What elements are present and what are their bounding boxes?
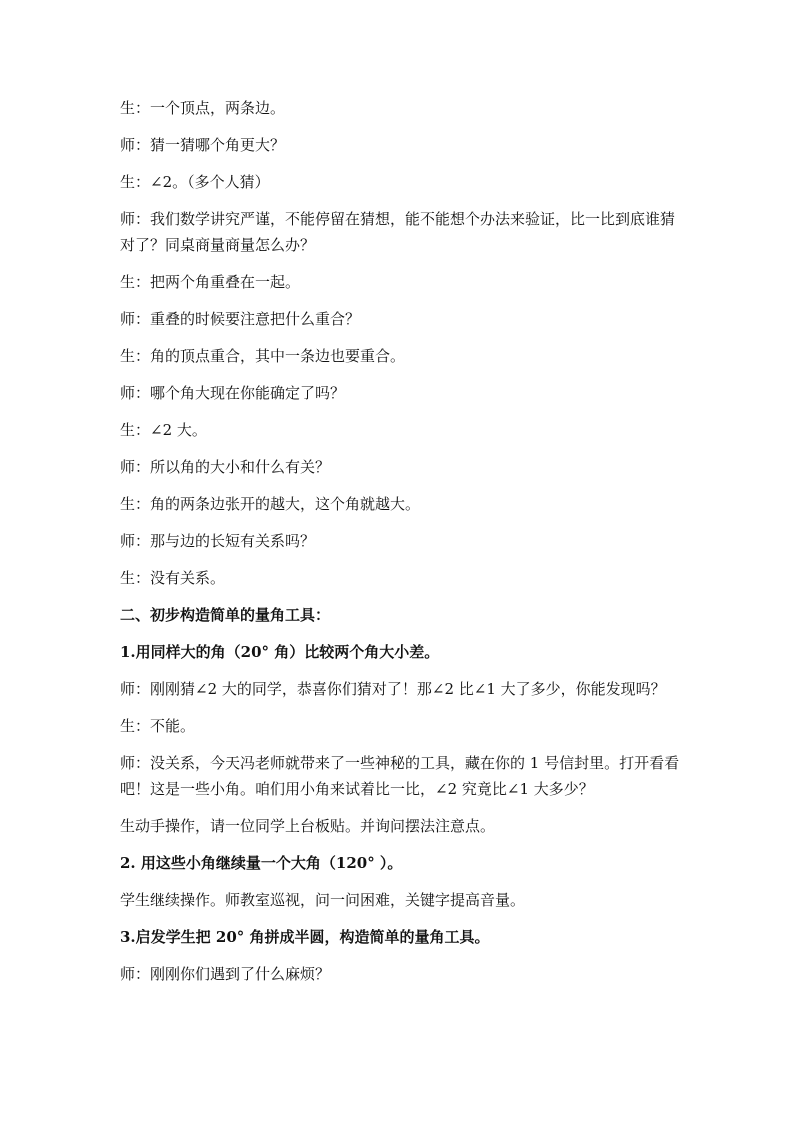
step-heading: 2. 用这些小角继续量一个大角（120° ）。 [120, 854, 403, 872]
dialogue-line: 生：不能。 [120, 717, 196, 735]
dialogue-line: 师：猜一猜哪个角更大？ [120, 136, 286, 154]
dialogue-line: 生：角的顶点重合，其中一条边也要重合。 [120, 347, 406, 365]
step-heading: 3.启发学生把 20° 角拼成半圆，构造简单的量角工具。 [120, 928, 490, 946]
dialogue-line: 生：∠2 大。 [120, 421, 207, 439]
dialogue-line: 师：没关系，今天冯老师就带来了一些神秘的工具，藏在你的 1 号信封里。打开看看吧！这是一些小角。咱们用小角来试着比一比，∠2 究竟比∠1 大多少？ [120, 754, 680, 798]
step-heading: 1.用同样大的角（20° 角）比较两个角大小差。 [120, 643, 440, 661]
dialogue-line: 师：我们数学讲究严谨，不能停留在猜想，能不能想个办法来验证，比一比到底谁猜对了？同桌商量商量怎么办？ [120, 210, 676, 254]
dialogue-line: 师：所以角的大小和什么有关？ [120, 458, 331, 476]
section-heading: 二、初步构造简单的量角工具： [120, 606, 331, 624]
activity-note: 生动手操作，请一位同学上台板贴。并询问摆法注意点。 [120, 817, 496, 835]
dialogue-line: 生：角的两条边张开的越大，这个角就越大。 [120, 495, 421, 513]
dialogue-line: 生：一个顶点，两条边。 [120, 99, 286, 117]
dialogue-line: 师：哪个角大现在你能确定了吗？ [120, 384, 346, 402]
dialogue-line: 生：∠2。（多个人猜） [120, 173, 270, 191]
dialogue-line: 师：那与边的长短有关系吗？ [120, 532, 316, 550]
dialogue-line: 师：刚刚你们遇到了什么麻烦？ [120, 965, 331, 983]
dialogue-line: 生：把两个角重叠在一起。 [120, 273, 301, 291]
dialogue-line: 师：刚刚猜∠2 大的同学，恭喜你们猜对了！那∠2 比∠1 大了多少，你能发现吗？ [120, 680, 666, 698]
activity-note: 学生继续操作。师教室巡视，问一问困难，关键字提高音量。 [120, 891, 526, 909]
dialogue-line: 生：没有关系。 [120, 569, 226, 587]
dialogue-line: 师：重叠的时候要注意把什么重合？ [120, 310, 361, 328]
document-body [120, 95, 680, 998]
